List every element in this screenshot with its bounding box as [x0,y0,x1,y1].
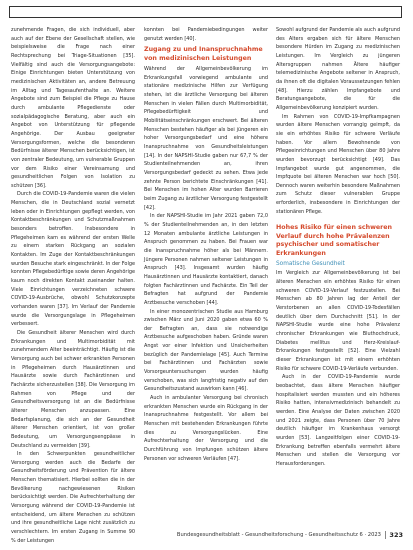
text-column-right [276,26,400,526]
text-column-left [11,26,135,544]
paragraph: In einer monozentrischen Studie aus Hamburg zwischen März und Juni 2020 gaben etwa 60 % der Befragten an, dass sie notwendige Arztbesuche aufgeschoben haben. Gründe waren Angst vor einer Infektion und Unsicherheiten bezüglich der Pandemielage [45]. Auch Termine bei Fachärztinnen und Fachärzten sowie Vorsorgeuntersuchungen wurden häufig verschoben, was sich langfristig negativ auf den Gesundheitszustand auswirken kann [46]. [144,308,268,393]
paragraph: Durch die COVID-19-Pandemie waren die vielen Menschen, die in Deutschland sozial vernetzt leben oder in Einrichtungen gepflegt werden, von Kontaktbeschränkungen und Schutzmaßnahmen besonders betroffen. Insbesondere in Pflegeheimen kam es während der ersten Welle zu einem starken Rückgang an sozialen Kontakten. Im Zuge der Kontaktbeschränkungen wurden Besuche stark eingeschränkt. In der Folge konnten Pflegebedürftige sowie deren Angehörige kaum noch direkten Kontakt zueinander halten. Viele Einrichtungen verzeichneten schwere COVID-19-Ausbrüche, obwohl Schutzkonzepte vorhanden waren [37]. Im Verlauf der Pandemie wurde die Versorgungslage in Pflegeheimen verbessert. [11,191,135,328]
page-footer [10,527,403,543]
paragraph: Im Rahmen von COVID-19-Impfkampagnen wurden ältere Menschen vorrangig geimpft, da sie ein erhöhtes Risiko für schwere Verläufe haben. Vor allem Bewohnende von Pflegeeinrichtungen und Menschen über 80 Jahre wurden bevorzugt berücksichtigt [49]. Das Impfangebot wurde gut angenommen, die Impfquote bei älteren Menschen war hoch [50]. Dennoch waren weiterhin besondere Maßnahmen zum Schutz dieser vulnerablen Gruppe erforderlich, insbesondere in Einrichtungen der stationären Pflege. [276,113,400,215]
paragraph: Auch in ambulanter Versorgung bei chronisch erkrankten Menschen wurde ein Rückgang in der Inanspruchnahme festgestellt. Vor allem bei Menschen mit bestehenden Erkrankungen führte dies zu Versorgungslücken. Eine Aufrechterhaltung der Versorgung und die Durchführung von Impfungen schützen ältere Personen vor schweren Verläufen [47]. [144,395,268,462]
paragraph: Auch in der COVID-19-Pandemie wurde beobachtet, dass ältere Menschen häufiger hospitalisiert werden mussten und ein höheres Risiko hatten, intensivmedizinisch behandelt zu werden. Eine Analyse der Daten zwischen 2020 und 2021 zeigte, dass Personen über 70 Jahre deutlich häufiger im Krankenhaus versorgt wurden [53]. Langzeitfolgen einer COVID-19-Erkrankung betreffen ebenfalls vermehrt ältere Menschen und stellen die Versorgung vor Herausforderungen. [276,374,400,467]
section-heading: Hohes Risiko für einen schweren Verlauf durch hohe Prävalenzen psychischer und somatischer Erkrankungen [276,224,393,257]
text-column-middle [144,26,268,526]
section-heading: Zugang zu und Inanspruchnahme von medizinischen Leistungen [144,46,263,62]
paragraph: In den Schwerpunkten gesundheitlicher Versorgung werden auch die Bedarfe der Gesundheitsförderung und Prävention für ältere Menschen thematisiert. Hierbei sollten die in der Bevölkerung nachgewiesenen Risiken berücksichtigt werden. Die Aufrechterhaltung der Versorgung während der COVID-19-Pandemie ist entscheidend, um ältere Menschen zu schützen und ihre gesundheitliche Lage nicht zusätzlich zu verschlechtern. Im ersten Zugang in Summe 90 % der Leistungen [11,451,135,544]
subsection-heading: Somatische Gesundheit [276,261,345,268]
paragraph: konnten bei Pandemiebedingungen weiter genutzt werden [40]. [144,27,268,42]
page-number: 323 [385,531,403,539]
paragraph: Sowohl aufgrund der Pandemie als auch aufgrund des Alters ergaben sich für ältere Menschen besondere Hürden im Zugang zu medizinischen Leistungen. Im Vergleich zu jüngeren Altersgruppen nahmen Ältere häufiger telemedizinische Angebote seltener in Anspruch, da ihnen oft die digitalen Voraussetzungen fehlen [48]. Hierzu zählen Impfangebote und Beratungsangebote, die für die Allgemeinbevölkerung konzipiert wurden. [276,27,400,111]
journal-citation: Bundesgesundheitsblatt - Gesundheitsforschung - Gesundheitsschutz 6 · 2023 [176,532,381,538]
paragraph: zunehmende Fragen, die sich individuell, aber auch auf der Ebene der Gesellschaft stellen, wie beispielsweise die Frage nach einer Rechtsprechung bei Triage-Situationen [35]. Vielfältig sind auch die Versorgungsangebote: Einige Einrichtungen bieten Unterstützung von medizinischen Aktivitäten an, andere Betreuung im Alltag und Tagesaufenthalte an. Weitere Angebote sind zum Beispiel die Pflege zu Hause durch ambulante Pflegedienste oder sozialpädagogische Beratung, aber auch ein Angebot von Unterstützung für pflegende Angehörige. Der Ausbau geeigneter Versorgungsformen, welche die besonderen Bedürfnisse älterer Menschen berücksichtigen, ist von zentraler Bedeutung, um vulnerable Gruppen vor dem Risiko einer Vereinsamung und gesundheitlichen Folgen von Isolation zu schützen [36]. [11,27,135,189]
paragraph: Während der Allgemeinbevölkerung im Erkrankungsfall vorwiegend ambulante und stationäre medizinische Hilfen zur Verfügung stehen, ist die ärztliche Versorgung bei älteren Menschen in vielen Fällen durch Multimorbidität, Pflegebedürftigkeit und Mobilitätseinschränkungen erschwert. Bei älteren Menschen bestehen häufiger als bei jüngeren ein hoher Versorgungsbedarf und eine höhere Inanspruchnahme von Gesundheitsleistungen [14]. In der NAPSHI-Studie gaben nur 67,7 % der Studienteilnehmenden an, ihren Versorgungsbedarf gedeckt zu sehen. Etwa jede zehnte Person berichtete Einschränkungen [41]. Bei Menschen im hohen Alter wurden Barrieren beim Zugang zu ärztlicher Versorgung festgestellt [42]. [144,66,268,211]
paragraph: Im Vergleich zur Allgemeinbevölkerung ist bei älteren Menschen ein erhöhtes Risiko für einen schweren COVID-19-Verlauf festzustellen. Bei Menschen ab 80 Jahren lag der Anteil der Verstorbenen an allen COVID-19-Todesfällen deutlich über dem Durchschnitt [51]. In der NAPSHI-Studie wurde eine hohe Prävalenz chronischer Erkrankungen wie Bluthochdruck, Diabetes mellitus und Herz-Kreislauf-Erkrankungen festgestellt [52]. Eine Vielzahl dieser Erkrankungen ist mit einem erhöhten Risiko für schwere COVID-19-Verläufe verbunden. [276,270,400,372]
paragraph: Die Gesundheit älterer Menschen wird durch Erkrankungen und Multimorbidität mit zunehmendem Alter beeinträchtigt. Häufig ist die Versorgung auch bei schwer erkrankten Personen in Pflegeheimen durch Hausärztinnen und Hausärzte sowie durch Fachärztinnen und Fachärzte sicherzustellen [38]. Die Versorgung im Rahmen von Pflege und der Gesundheitsversorgung ist an die Bedürfnisse älterer Menschen anzupassen. Eine Bedarfsplanung, die sich an der Gesundheit älterer Menschen orientiert, ist von großer Bedeutung, um Versorgungsengpässe in Deutschland zu vermeiden [39]. [11,329,135,449]
paragraph: In der NAPSHI-Studie im Jahr 2021 gaben 72,0 % der Studienteilnehmenden an, in den letzten 12 Monaten ambulante ärztliche Leistungen in Anspruch genommen zu haben. Bei Frauen war die Inanspruchnahme höher als bei Männern. Jüngere Personen nahmen seltener Leistungen in Anspruch [43]. Insgesamt wurden häufig Hausärztinnen und Hausärzte kontaktiert, danach folgten Fachärztinnen und Fachärzte. Ein Teil der Befragten hat aufgrund der Pandemie Arztbesuche verschoben [44]. [144,213,268,306]
header-bar [9,6,402,18]
